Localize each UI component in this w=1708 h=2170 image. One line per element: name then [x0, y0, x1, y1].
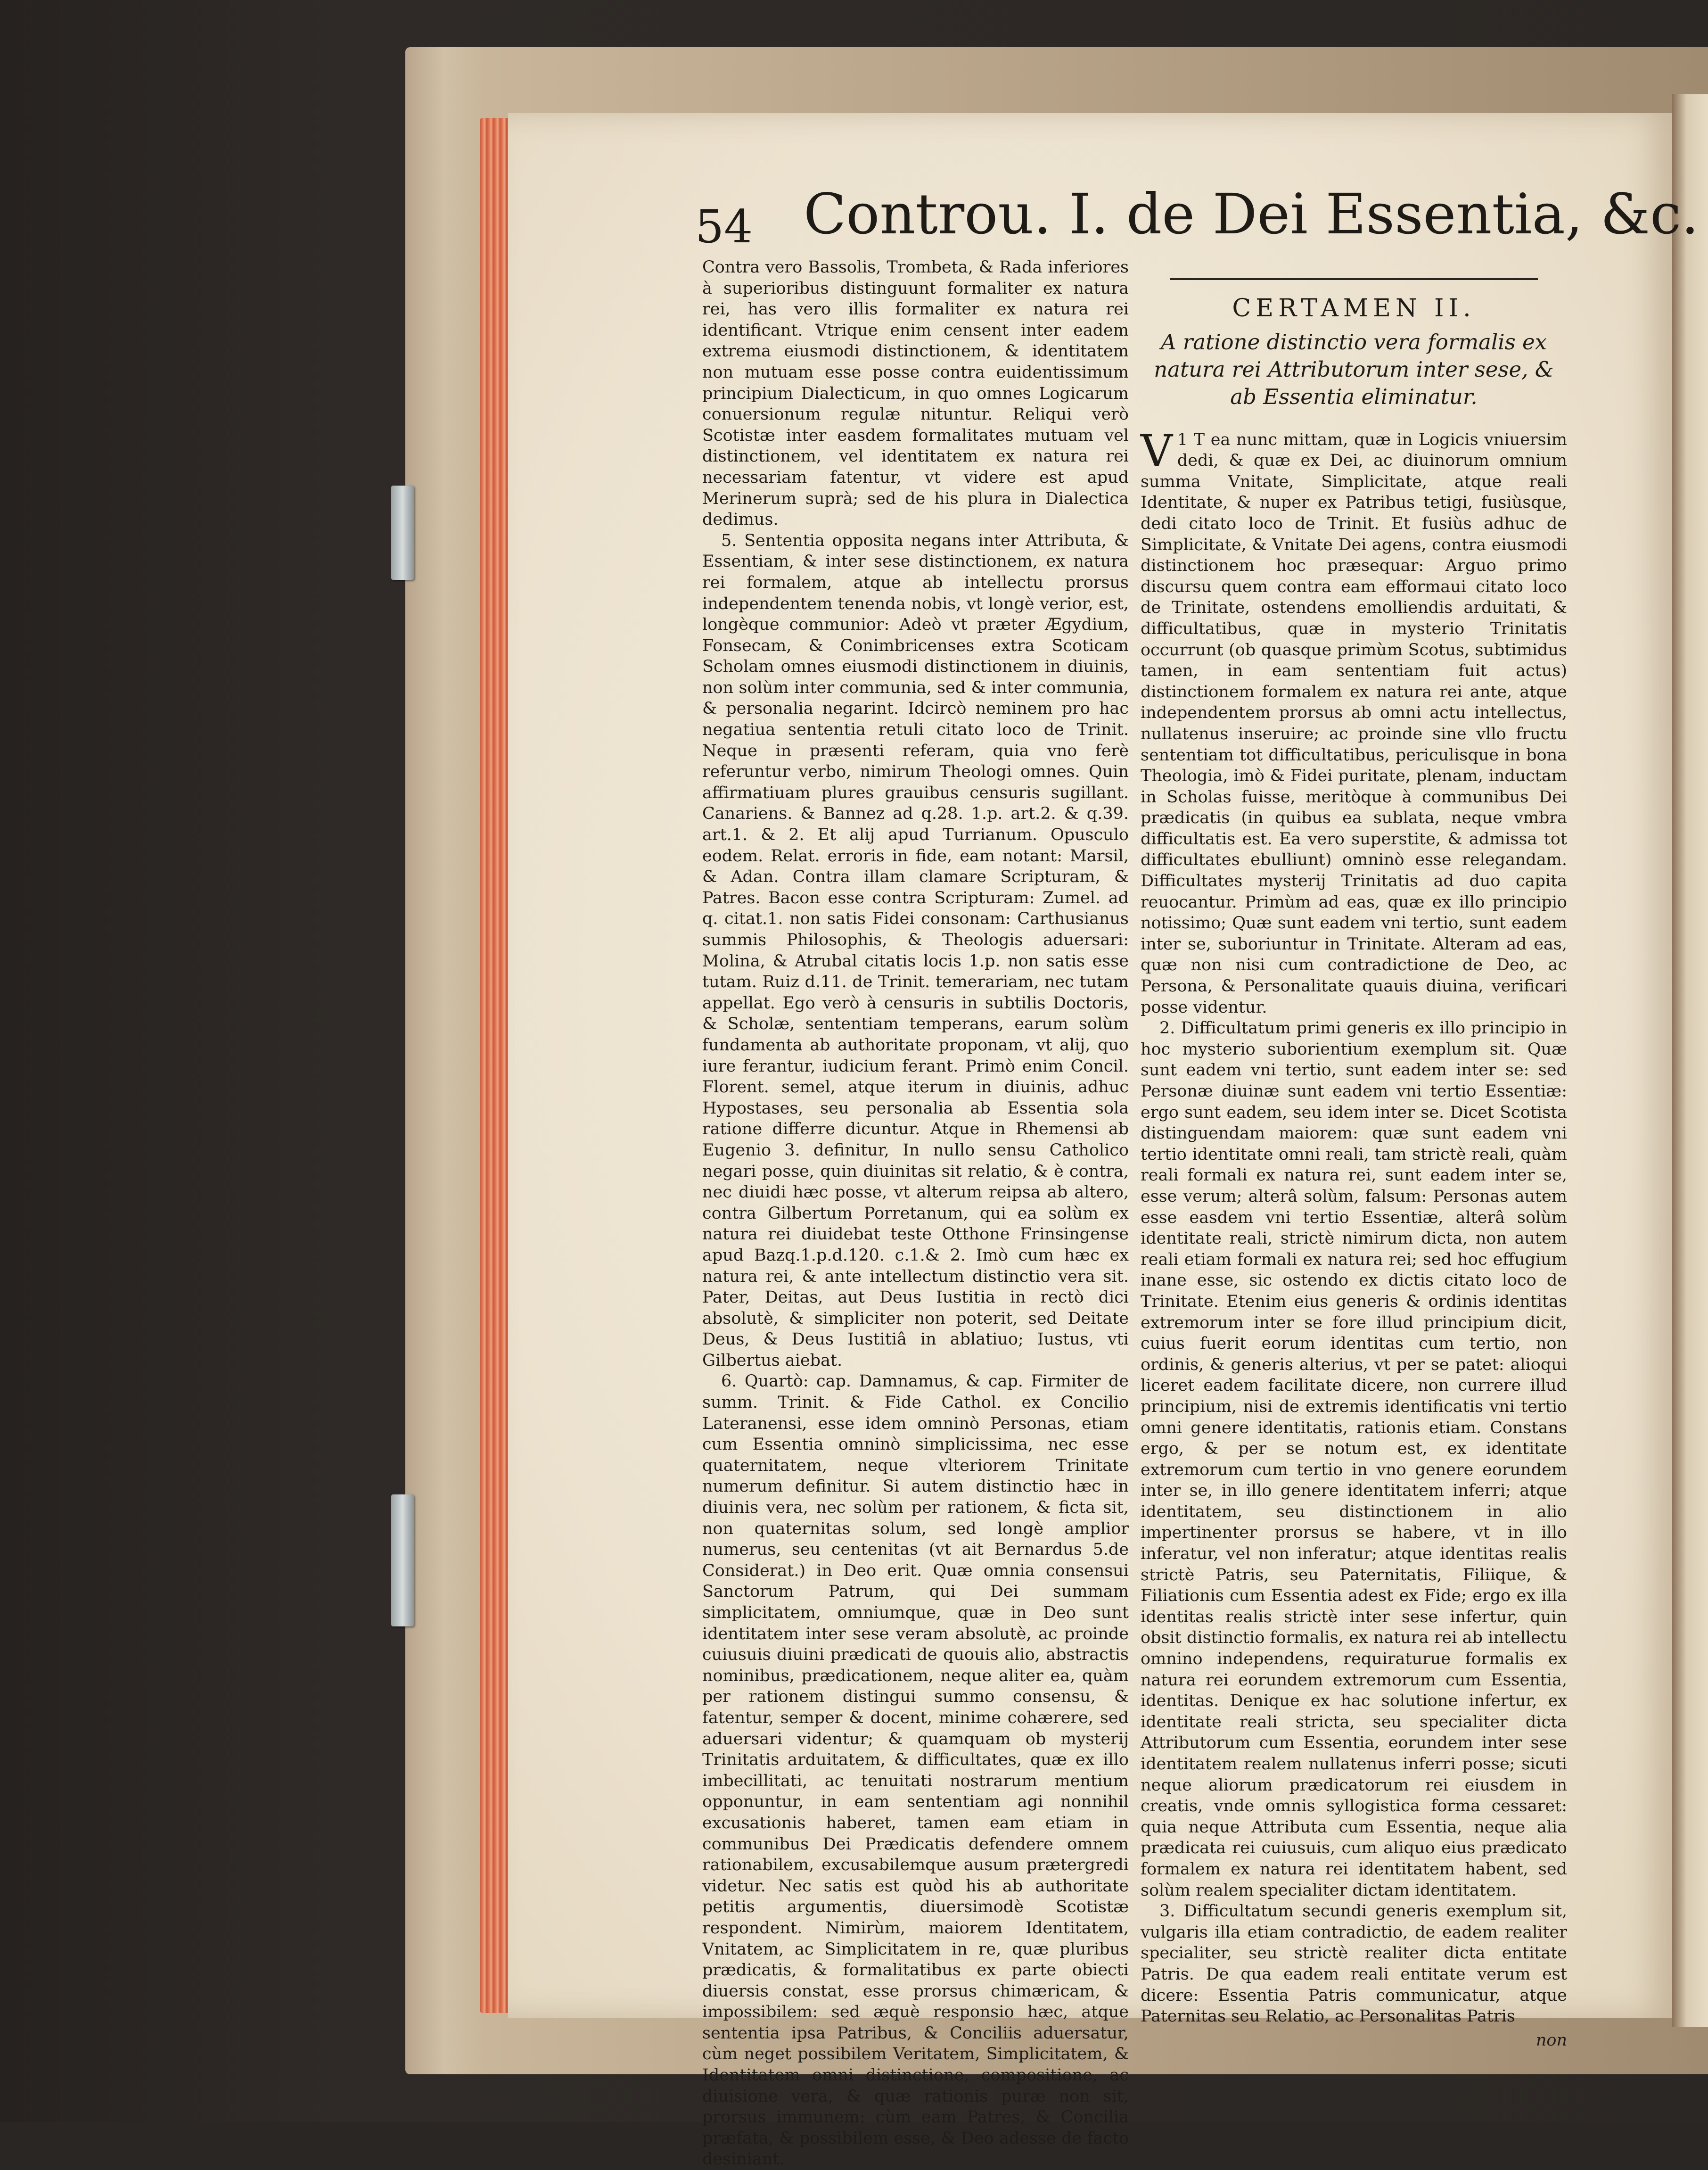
paragraph-number: 1 [1177, 430, 1188, 449]
page-header [695, 182, 1699, 253]
catchword: non [1536, 2030, 1567, 2050]
section-title: A ratione distinctio vera formalis ex natura rei Attributorum inter sese, & ab Essentia eliminatur. [1154, 329, 1554, 409]
left-paragraph-1: Contra vero Bassolis, Trombeta, & Rada inferiores à superioribus distinguunt formaliter ex natura rei, has vero illis formaliter ex natura rei identificant. Vtrique enim censent inter eadem extrema eiusmodi distinctionem, & identitatem non mutuam esse posse contra euidentissimum principium Dialecticum, in quo omnes Logicarum conuersionum regulæ nituntur. Reliqui verò Scotistæ inter easdem formalitates mutuam vel distinctionem, vel identitatem ex natura rei necessariam fatentur, vt videre est apud Merinerum suprà; sed de his plura in Dialectica dedimus. [702, 258, 1129, 529]
running-title: Controu. I. de Dei Essentia, &c. [804, 182, 1699, 247]
section-rule [1170, 278, 1538, 280]
right-column [1141, 269, 1567, 2051]
right-paragraph-1-text: T ea nunc mittam, quæ in Logicis vniuersim dedi, & quæ ex Dei, ac diuinorum omnium summa Vnitate, Simplicitate, atque reali Identitate, & nuper ex Patribus tetigi, fusiùsque, dedi citato loco de Trinit. Et fusiùs adhuc de Simplicitate, & Vnitate Dei agens, contra eiusmodi distinctionem hoc præsequar: Arguo primo discursu quem contra eam efformaui citato loco de Trinitate, ostendens emolliendis arduitati, & difficultatibus, quæ in mysterio Trinitatis occurrunt (ob quasque primùm Scotus, subtimidus tamen, in eam sententiam fuit actus) distinctionem formalem ex natura rei ante, atque independentem prorsus ab omni actu intellectus, nullatenus inseruire; ac proinde sine vllo fructu sententiam tot difficultatibus, periculisque in bona Theologia, imò & Fidei puritate, plenam, inductam in Scholas fuisse, meritòque à communibus Dei prædicatis (in quibus ea sublata, neque vmbra difficultatis est. Ea vero superstite, & admissa tot difficultates ebulliunt) omninò esse relegandam. Difficultates mysterij Trinitatis ad duo capita reuocantur. Primùm ad eas, quæ ex illo principio notissimo; Quæ sunt eadem vni tertio, sunt eadem inter se, suboriuntur in Trinitate. Alteram ad eas, quæ non nisi cum contradictione de Deo, ac Persona, & Personalitate quauis diuina, verificari posse videntur. [1141, 430, 1567, 1017]
clasp-top-icon [391, 486, 414, 580]
clasp-bottom-icon [391, 1494, 414, 1626]
section-heading: CERTAMEN II. [1232, 294, 1476, 322]
facing-page-edge [1672, 94, 1708, 2027]
drop-cap: V [1141, 425, 1173, 477]
page-edges [480, 118, 508, 2013]
right-paragraph-2: 2. Difficultatum primi generis ex illo principio in hoc mysterio suborientium exemplum sit. Quæ sunt eadem vni tertio, sunt eadem inter se: sed Personæ diuinæ sunt eadem vni tertio Essentiæ: ergo sunt eadem, seu idem inter se. Dicet Scotista distinguendam maiorem: quæ sunt eadem vni tertio identitate omni reali, tam strictè reali, quàm reali formali ex natura rei, sunt eadem inter se, esse verum; alterâ solùm, falsum: Personas autem esse easdem vni tertio Essentiæ, alterâ solùm identitate reali, strictè nimirum dicta, non autem reali etiam formali ex natura rei; sed hoc effugium inane esse, sic ostendo ex dictis citato loco de Trinitate. Etenim eius generis & ordinis identitas extremorum inter se fore illud principium dicit, cuius fuerit eorum identitas cum tertio, non ordinis, & generis alterius, vt per se patet: alioqui liceret eadem facilitate dicere, non currere illud principium, nisi de extremis identificatis vni tertio omni genere identitatis, rationis etiam. Constans ergo, & per se notum est, ex identitate extremorum cum tertio in vno genere eorundem inter se, in illo genere identitatem inferri; atque identitatem, seu distinctionem in alio impertinenter prorsus se habere, vt in illo inferatur, vel non inferatur; atque identitas realis strictè Patris, seu Paternitatis, Filiique, & Filiationis cum Essentia adest ex Fide; ergo ex illa identitas realis strictè inter sese infertur, quin obsit distinctio formalis, ex natura rei ab intellectu omnino independens, requiraturue formalis ex natura rei eorundem extremorum cum Essentia, identitas. Denique ex hac solutione infertur, ex identitate reali stricta, seu specialiter dicta Attributorum cum Essentia, eorundem inter sese identitatem realem nullatenus inferri posse; sicuti neque aliorum prædicatorum rei eiusdem in creatis, vnde omnis syllogistica forma cessaret: quia neque Attributa cum Essentia, neque alia prædicata rei cuiusuis, cum aliquo eius prædicato formalem ex natura rei identitatem habent, sed solùm realem specialiter dictam identitatem. [1141, 1019, 1567, 1900]
page-number: 54 [695, 200, 753, 253]
right-paragraph-1 [1141, 425, 1567, 1018]
left-column [702, 257, 1129, 2170]
left-paragraph-2: 5. Sententia opposita negans inter Attributa, & Essentiam, & inter sese distinctionem, ex natura rei formalem, atque ab intellectu prorsus independentem tenenda nobis, vt longè verior, est, longèque communior: Adeò vt præter Ægydium, Fonsecam, & Conimbricenses extra Scoticam Scholam omnes eiusmodi distinctionem in diuinis, non solùm inter communia, sed & inter communia, & personalia negarint. Idcircò neminem pro hac negatiua sententia retuli citato loco de Trinit. Neque in præsenti referam, quia vno ferè referuntur verbo, nimirum Theologi omnes. Quin affirmatiuam plures grauibus censuris sugillant. Canariens. & Bannez ad q.28. 1.p. art.2. & q.39. art.1. & 2. Et alij apud Turrianum. Opusculo eodem. Relat. erroris in fide, eam notant: Marsil, & Adan. Contra illam clamare Scripturam, & Patres. Bacon esse contra Scripturam: Zumel. ad q. citat.1. non satis Fidei consonam: Carthusianus summis Philosophis, & Theologis aduersari: Molina, & Atrubal citatis locis 1.p. non satis esse tutam. Ruiz d.11. de Trinit. temerariam, nec tutam appellat. Ego verò à censuris in subtilis Doctoris, & Scholæ, sententiam temperans, earum solùm fundamenta ab authoritate proponam, vt alij, quo iure ferantur, iudicium ferant. Primò enim Concil. Florent. semel, atque iterum in diuinis, adhuc Hypostases, seu personalia ab Essentia sola ratione differre dicuntur. Atque in Rhemensi ab Eugenio 3. definitur, In nullo sensu Catholico negari posse, quin diuinitas sit relatio, & è contra, nec diuidi hæc posse, vt alterum reipsa ab altero, contra Gilbertum Porretanum, qui ea solùm ex natura rei diuidebat teste Otthone Frinsingense apud Bazq.1.p.d.120. c.1.& 2. Imò cum hæc ex natura rei, & ante intellectum distinctio vera sit. Pater, Deitas, aut Deus Iustitia in rectò dici absolutè, & simpliciter non poterit, sed Deitate Deus, & Deus Iustitiâ in ablatiuo; Iustus, vti Gilbertus aiebat. [702, 531, 1129, 1370]
right-paragraph-3: 3. Difficultatum secundi generis exemplum sit, vulgaris illa etiam contradictio, de eadem realiter specialiter, seu strictè realiter dicta entitate Patris. De qua eadem reali entitate verum est dicere: Essentia Patris communicatur, atque Paternitas seu Relatio, ac Personalitas Patris [1141, 1902, 1567, 2026]
left-paragraph-3: 6. Quartò: cap. Damnamus, & cap. Firmiter de summ. Trinit. & Fide Cathol. ex Concilio Lateranensi, esse idem omninò Personas, etiam cum Essentia omninò simplicissima, nec esse quaternitatem, neque vlteriorem Trinitate numerum definitur. Si autem distinctio hæc in diuinis vera, nec solùm per rationem, & ficta sit, non quaternitas solum, sed longè amplior numerus, seu centenitas (vt ait Bernardus 5.de Considerat.) in Deo erit. Quæ omnia consensui Sanctorum Patrum, qui Dei summam simplicitatem, omniumque, quæ in Deo sunt identitatem inter sese veram absolutè, ac proinde cuiusuis diuini prædicati de quouis alio, abstractis nominibus, prædicationem, neque aliter ea, quàm per rationem distingui summo consensu, & fatentur, semper & docent, minime cohærere, sed aduersari videntur; & quamquam ob mysterij Trinitatis arduitatem, & difficultates, quæ ex illo imbecillitati, ac tenuitati nostrarum mentium opponuntur, in eam sententiam agi nonnihil excusationis haberet, tamen eam etiam in communibus Dei Prædicatis defendere omnem rationabilem, excusabilemque ausum prætergredi videtur. Nec satis est quòd his ab authoritate petitis argumentis, diuersimodè Scotistæ respondent. Nimirùm, maiorem Identitatem, Vnitatem, ac Simplicitatem in re, quæ pluribus prædicatis, & formalitatibus ex parte obiecti diuersis constat, esse prorsus chimæricam, & impossibilem: sed æquè responsio hæc, atque sententia ipsa Patribus, & Conciliis aduersatur, cùm neget possibilem Veritatem, Simplicitatem, & Identitatem omni distinctione, compositione, ac diuisione vera, & quæ rationis puræ non sit, prorsus immunem: cùm eam Patres, & Concilia præfata, & possibilem esse, & Deo adesse de facto desiniant. [702, 1372, 1129, 2169]
